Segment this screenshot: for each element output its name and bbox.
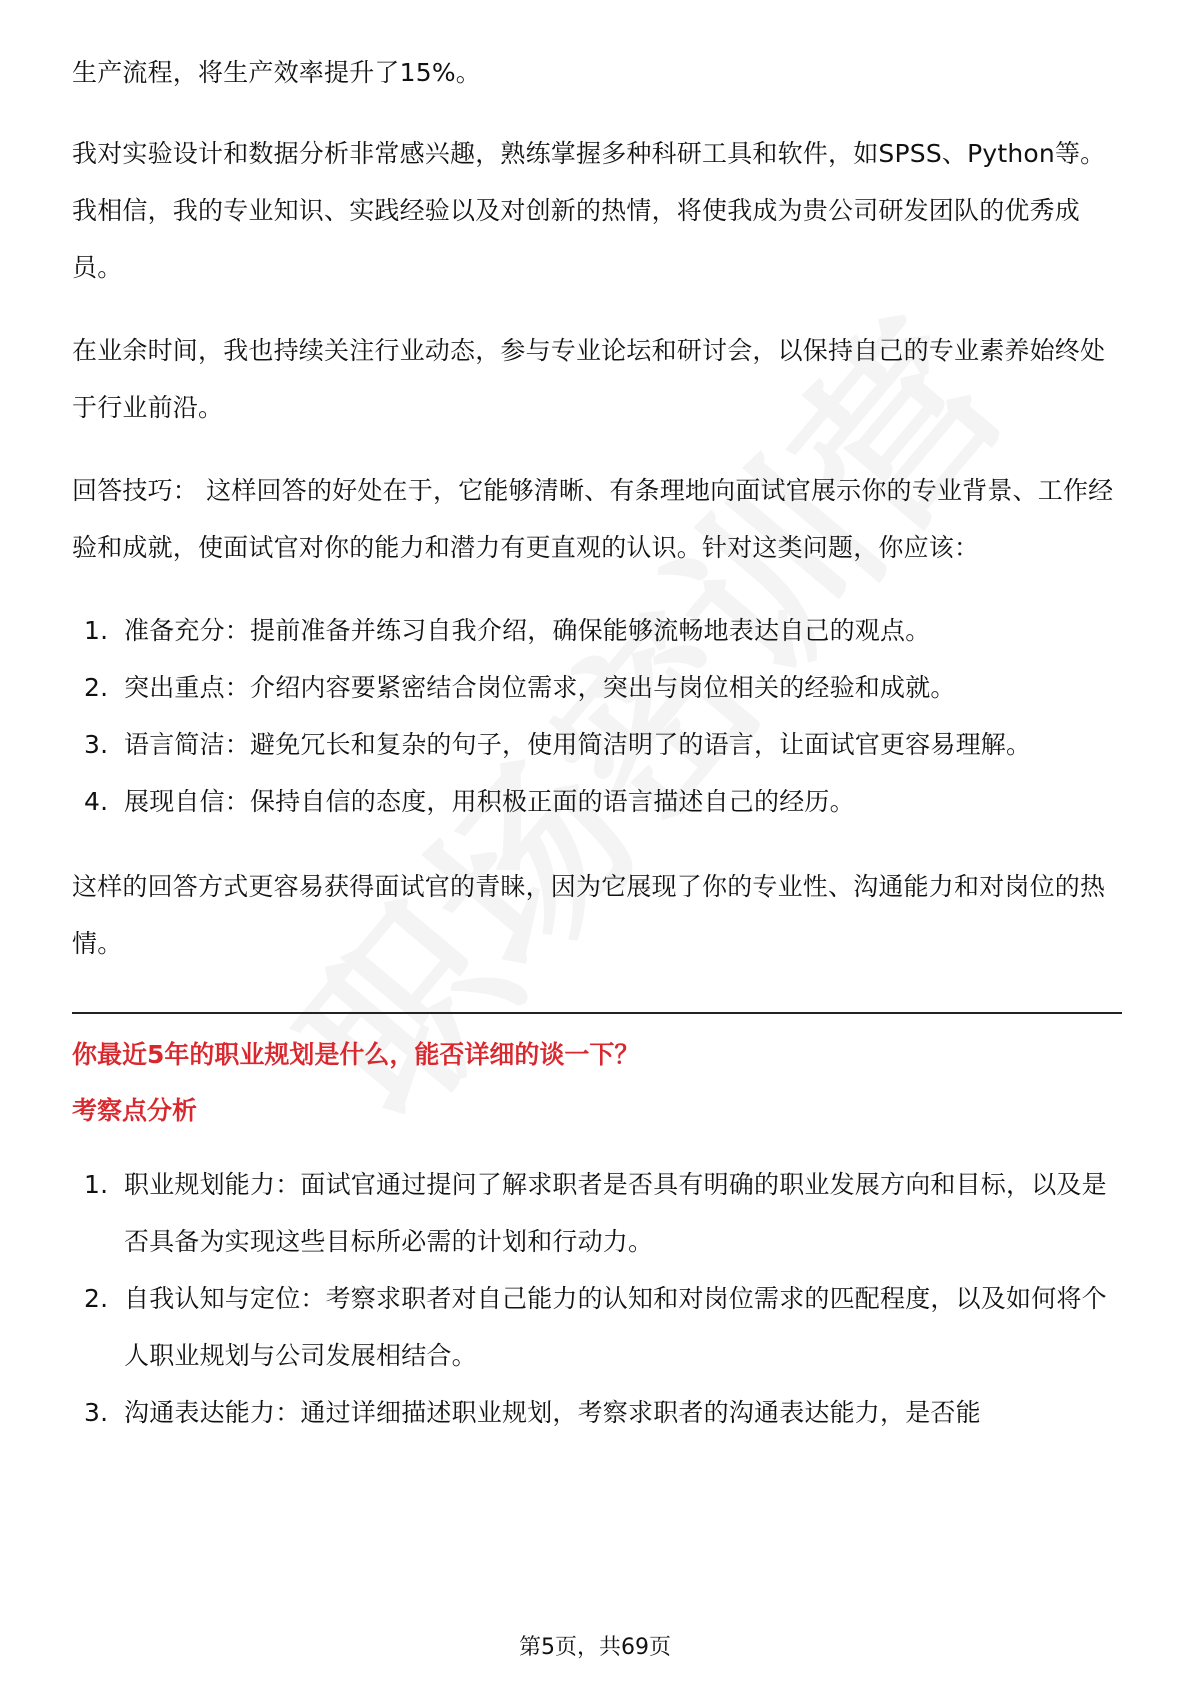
list-number: 1.: [84, 1170, 109, 1199]
list-item: [72, 602, 1122, 659]
analysis-list: [72, 1156, 1122, 1441]
list-item-text: 语言简洁：避免冗长和复杂的句子，使用简洁明了的语言，让面试官更容易理解。: [124, 730, 1032, 759]
list-item-text: 展现自信：保持自信的态度，用积极正面的语言描述自己的经历。: [124, 787, 855, 816]
list-item-text: 自我认知与定位：考察求职者对自己能力的认知和对岗位需求的匹配程度，以及如何将个人职业规划与公司发展相结合。: [124, 1284, 1107, 1370]
list-number: 1.: [84, 616, 109, 645]
list-number: 3.: [84, 730, 109, 759]
list-number: 2.: [84, 673, 109, 702]
list-item: [72, 773, 1122, 830]
list-item: [72, 1384, 1122, 1441]
list-item-text: 准备充分：提前准备并练习自我介绍，确保能够流畅地表达自己的观点。: [124, 616, 931, 645]
paragraph-3: 在业余时间，我也持续关注行业动态，参与专业论坛和研讨会，以保持自己的专业素养始终处于行业前沿。: [72, 336, 1106, 422]
page-content: [72, 44, 1122, 1469]
list-number: 3.: [84, 1398, 109, 1427]
list-item: [72, 1156, 1122, 1270]
list-item-text: 沟通表达能力：通过详细描述职业规划，考察求职者的沟通表达能力，是否能: [124, 1398, 981, 1427]
analysis-title: 考察点分析: [72, 1096, 198, 1125]
list-number: 4.: [84, 787, 109, 816]
paragraph-1: 生产流程，将生产效率提升了15%。: [72, 58, 481, 87]
list-item-text: 职业规划能力：面试官通过提问了解求职者是否具有明确的职业发展方向和目标，以及是否具备为实现这些目标所必需的计划和行动力。: [124, 1170, 1107, 1256]
list-item: [72, 1270, 1122, 1384]
list-item-text: 突出重点：介绍内容要紧密结合岗位需求，突出与岗位相关的经验和成就。: [124, 673, 956, 702]
page-footer: 第5页，共69页: [519, 1635, 671, 1660]
tips-list: [72, 602, 1122, 830]
section-divider: [72, 1012, 1122, 1014]
paragraph-2: 我对实验设计和数据分析非常感兴趣，熟练掌握多种科研工具和软件，如SPSS、Python等。我相信，我的专业知识、实践经验以及对创新的热情，将使我成为贵公司研发团队的优秀成员。: [72, 139, 1106, 282]
list-number: 2.: [84, 1284, 109, 1313]
paragraph-answer-tips: 回答技巧： 这样回答的好处在于，它能够清晰、有条理地向面试官展示你的专业背景、工作经验和成就，使面试官对你的能力和潜力有更直观的认识。针对这类问题，你应该：: [72, 476, 1114, 562]
list-item: [72, 659, 1122, 716]
question-title: 你最近5年的职业规划是什么，能否详细的谈一下？: [72, 1040, 640, 1069]
list-item: [72, 716, 1122, 773]
closing-paragraph: 这样的回答方式更容易获得面试官的青睐，因为它展现了你的专业性、沟通能力和对岗位的热情。: [72, 872, 1106, 958]
